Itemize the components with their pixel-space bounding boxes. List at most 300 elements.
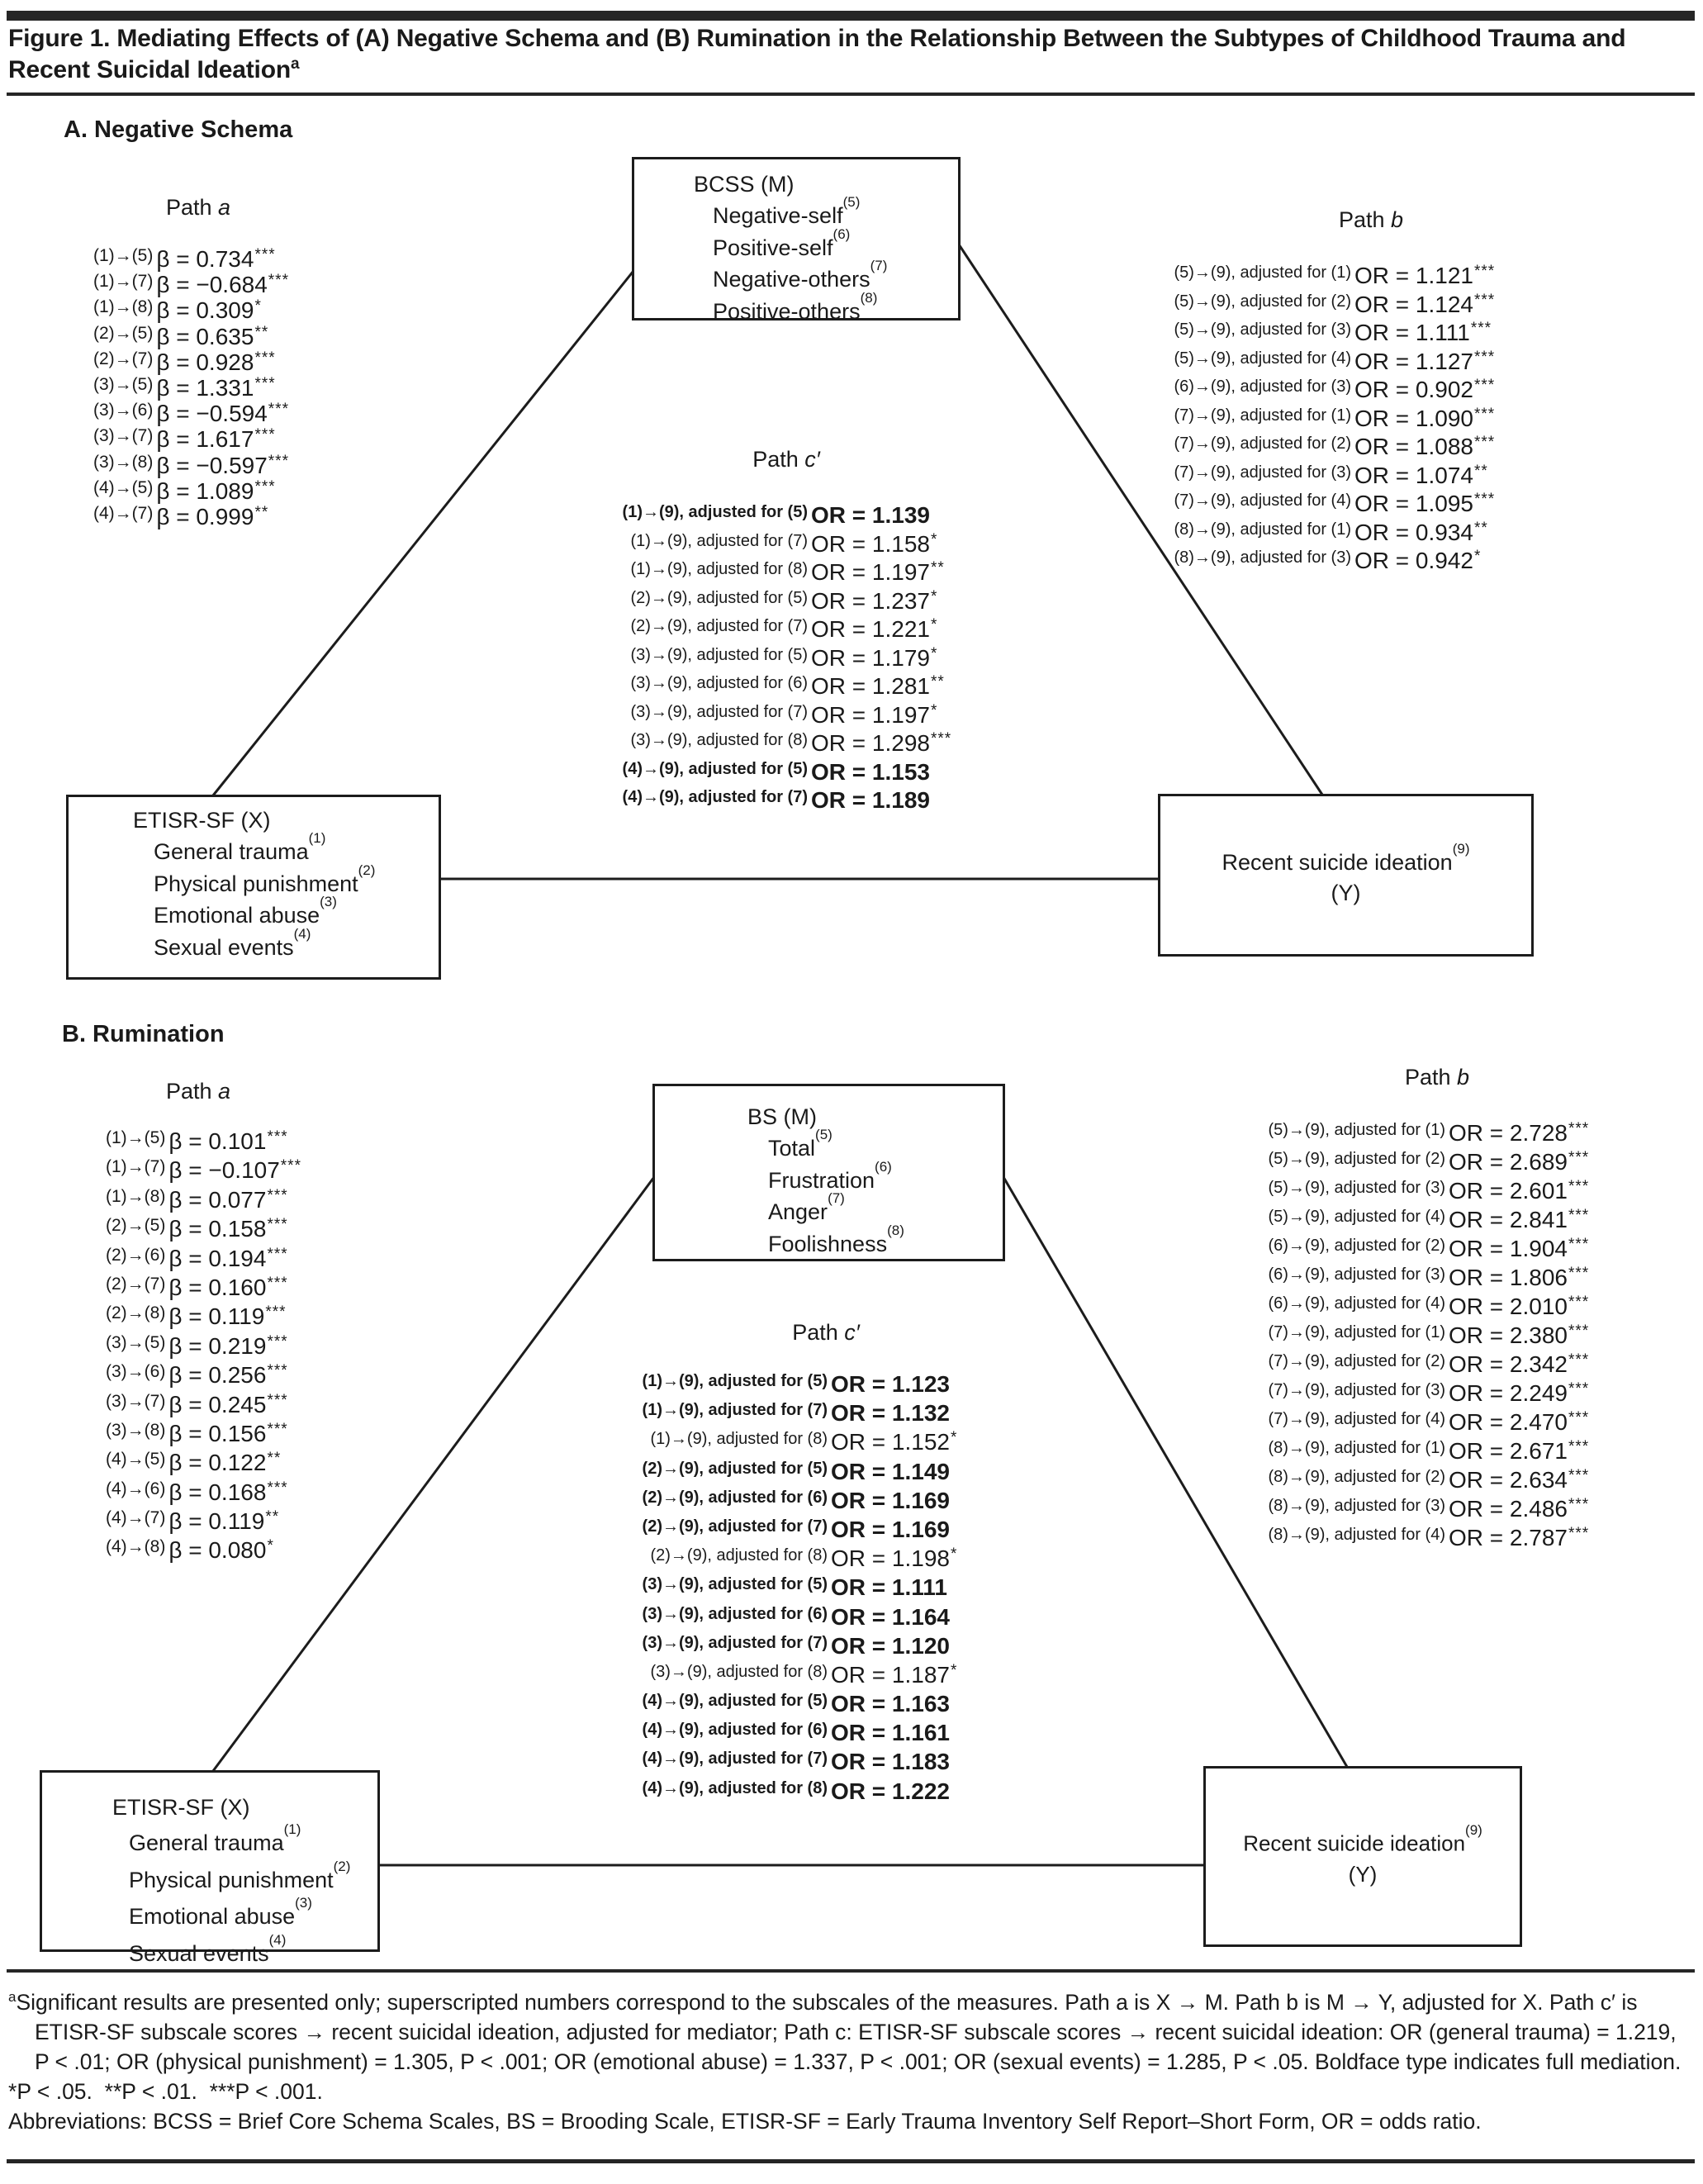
stat-path-label: (3)→(9), adjusted for (7) [630,702,808,721]
box-item-label: General trauma [129,1830,284,1855]
significance-stars: *** [267,1186,288,1204]
box-title: ETISR-SF (X) [112,1795,250,1820]
stat-row [591,1633,957,1662]
stat-row [578,531,951,560]
stat-path-label: (3)→(6) [106,1362,166,1382]
box-item-label: General trauma [154,839,309,864]
stat-row [1155,377,1495,406]
stat-row [1155,491,1495,520]
stat-value: OR = 1.197 [811,701,930,728]
outcome-sublabel: (Y) [1331,881,1361,905]
stat-path-label: (2)→(9), adjusted for (6) [642,1488,828,1507]
box-item-superscript: (4) [268,1931,287,1948]
significance-stars: *** [1473,377,1496,394]
stat-row [591,1574,957,1603]
stat-value: β = 0.999 [156,503,254,529]
stat-value: β = 0.928 [156,349,254,375]
stat-path-label: (2)→(7) [93,349,154,368]
box-title: ETISR-SF (X) [133,808,271,833]
panel-b-outcome-box [1203,1766,1522,1947]
stat-value: β = −0.597 [156,452,268,478]
stat-row [106,1275,301,1303]
outcome-label [1222,842,1470,878]
stat-path-label: (4)→(9), adjusted for (5) [642,1692,828,1711]
stat-value: OR = 2.671 [1449,1438,1568,1464]
stat-value: OR = 2.689 [1449,1149,1568,1175]
box-item-superscript: (1) [283,1821,301,1837]
stat-row [93,349,289,375]
stat-value: OR = 0.934 [1354,519,1473,545]
stat-path-label: (3)→(6) [93,401,154,420]
stat-row [1198,1525,1589,1554]
panel-b-header: B. Rumination [62,1021,225,1047]
significance-stars: * [930,616,938,634]
panel-a-outcome-box [1158,794,1534,957]
significance-stars: * [950,1429,958,1447]
stat-value: OR = 1.127 [1354,348,1473,374]
stat-value: OR = 2.841 [1449,1207,1568,1232]
stat-value: OR = 1.169 [831,1487,950,1513]
significance-stars: *** [280,1157,301,1175]
box-item-label: Foolishness [768,1232,888,1257]
stat-path-label: (7)→(9), adjusted for (2) [1174,434,1351,453]
stat-row [578,702,951,731]
stat-row [93,426,289,452]
stat-value: OR = 1.904 [1449,1236,1568,1261]
stat-value: OR = 1.164 [831,1603,950,1630]
stat-value: β = −0.684 [156,272,268,298]
stat-path-label: (4)→(9), adjusted for (8) [642,1778,828,1797]
box-item-superscript: (7) [828,1190,845,1207]
significance-stars: *** [268,272,289,290]
stat-value: OR = 1.095 [1354,491,1473,516]
stat-value: OR = 2.634 [1449,1467,1568,1493]
significance-stars: *** [1568,1207,1590,1224]
stat-value: OR = 1.222 [831,1778,950,1804]
box-item [768,1223,1003,1258]
box-item-list [634,194,958,325]
significance-stars: *** [254,349,276,367]
stat-row [106,1128,301,1157]
significance-stars: * [254,297,262,316]
significance-stars: *** [1568,1120,1590,1137]
stat-row [106,1421,301,1450]
stat-path-label: (1)→(7) [106,1157,166,1177]
stat-value: OR = 1.088 [1354,434,1473,459]
stat-value: OR = 1.139 [811,502,930,528]
stat-value: β = 0.734 [156,246,254,272]
box-item-superscript: (3) [295,1895,312,1911]
stat-row [591,1459,957,1488]
significance-stars: *** [1568,1236,1590,1253]
box-item [154,925,439,961]
significance-stars: *** [254,374,276,392]
significance-stars: ** [254,503,269,521]
stat-row [1155,263,1495,292]
stat-row [591,1517,957,1545]
stat-path-label: (4)→(6) [106,1479,166,1498]
significance-stars: *** [1568,1178,1590,1195]
box-item [713,289,958,325]
box-item-label: Total [768,1136,816,1161]
stat-row [578,787,951,816]
significance-stars: *** [1568,1294,1590,1311]
box-item-superscript: (6) [875,1158,892,1175]
panel-b-path-b-title [1354,1065,1520,1090]
significance-stars: *** [1473,434,1496,451]
stat-row [106,1392,301,1421]
stat-path-label: (5)→(9), adjusted for (3) [1268,1179,1445,1197]
panel-a-path-b-title [1288,207,1454,233]
significance-stars: ** [267,1450,282,1468]
stat-path-label: (1)→(9), adjusted for (7) [630,531,808,550]
stat-value: OR = 1.152 [831,1429,950,1455]
stat-path-label: (1)→(9), adjusted for (8) [630,560,808,578]
stat-value: OR = 1.121 [1354,263,1473,288]
significance-stars: *** [1473,348,1496,366]
box-item-superscript: (8) [860,289,878,306]
box-title: BCSS (M) [694,172,795,197]
significance-stars: *** [1470,320,1492,337]
panel-a-path-b-list [1155,263,1495,577]
significance-stars: * [267,1537,274,1555]
stat-value: OR = 2.601 [1449,1178,1568,1204]
stat-path-label: (3)→(9), adjusted for (5) [630,645,808,664]
stat-value: β = −0.594 [156,401,268,427]
stat-row [1198,1120,1589,1149]
stat-row [1155,320,1495,349]
stat-value: OR = 1.281 [811,673,930,699]
stat-row [1198,1236,1589,1265]
stat-row [106,1362,301,1391]
significance-stars: *** [265,1303,287,1322]
significance-stars: *** [254,426,276,444]
stat-value: OR = 1.187 [831,1661,950,1688]
stat-value: β = 0.194 [168,1245,267,1271]
stat-value: OR = 2.470 [1449,1409,1568,1435]
stat-path-label: (3)→(9), adjusted for (7) [642,1633,828,1652]
stat-row [106,1450,301,1479]
stat-row [578,559,951,588]
path-letter: b [1457,1065,1470,1090]
footnote-abbreviations: Abbreviations: BCSS = Brief Core Schema Scales, BS = Brooding Scale, ETISR-SF = Early Trauma Inventory Self Report–Short Form, OR = odds ratio. [8,2108,1482,2134]
box-item [768,1190,1003,1226]
stat-path-label: (4)→(5) [106,1450,166,1469]
stat-path-label: (4)→(9), adjusted for (5) [622,759,808,778]
stat-row [591,1778,957,1807]
figure-title-text: Figure 1. Mediating Effects of (A) Negative Schema and (B) Rumination in the Relationship Between the Subtypes of Childhood Trauma and Recent Suicidal Ideation [8,25,1626,84]
stat-row [106,1303,301,1332]
stat-row [106,1246,301,1275]
stat-row [578,588,951,617]
stat-path-label: (5)→(9), adjusted for (1) [1268,1121,1445,1139]
path-word: Path [165,195,212,220]
stat-value: OR = 1.163 [831,1691,950,1717]
stat-value: β = 1.089 [156,477,254,504]
box-item-superscript: (8) [887,1223,904,1239]
stat-row [106,1187,301,1216]
stat-path-label: (6)→(9), adjusted for (3) [1268,1265,1445,1284]
stat-value: β = 0.080 [168,1537,267,1564]
footnote-significance: *P < .05. **P < .01. ***P < .001. [8,2078,323,2104]
stat-row [93,478,289,504]
stat-row [93,401,289,426]
significance-stars: ** [1473,519,1488,537]
stat-row [591,1604,957,1633]
significance-stars: * [930,530,938,548]
outcome-sublabel: (Y) [1348,1861,1378,1887]
stat-path-label: (3)→(8) [93,452,154,472]
significance-stars: * [1473,548,1482,565]
stat-path-label: (2)→(5) [106,1216,166,1236]
footnote-main [8,1982,1696,2077]
box-item [154,862,439,898]
stat-value: β = 0.256 [168,1362,267,1389]
stat-value: OR = 1.169 [831,1516,950,1542]
stat-path-label: (2)→(7) [106,1274,166,1294]
stat-row [578,730,951,759]
box-item-label: Negative-others [713,267,870,292]
panel-a-header: A. Negative Schema [64,116,293,143]
box-item [129,1896,377,1933]
panel-b-path-b-list [1198,1120,1589,1554]
panel-a-path-c-title [712,447,861,472]
significance-stars: *** [254,477,276,496]
stat-row [591,1720,957,1749]
box-item-list [69,830,439,961]
stat-path-label: (8)→(9), adjusted for (3) [1268,1497,1445,1515]
significance-stars: * [950,1545,958,1564]
box-item [154,830,439,866]
stat-row [1198,1265,1589,1294]
path-word: Path [752,447,799,472]
stat-row [578,645,951,674]
stat-value: OR = 1.111 [1354,320,1470,345]
outcome-label [1243,1823,1482,1859]
stat-path-label: (2)→(9), adjusted for (8) [650,1546,828,1565]
stat-path-label: (1)→(5) [93,246,154,265]
stat-row [93,324,289,349]
stat-value: β = 0.156 [168,1420,267,1446]
box-item-superscript: (4) [293,925,311,942]
panel-a-path-c-list [578,502,951,816]
stat-path-label: (3)→(9), adjusted for (8) [630,731,808,749]
significance-stars: ** [930,673,945,691]
stat-row [106,1508,301,1537]
stat-value: β = 0.122 [168,1450,267,1476]
stat-row [106,1333,301,1362]
stat-path-label: (2)→(6) [106,1245,166,1265]
box-item-label: Anger [768,1199,828,1225]
significance-stars: *** [1473,263,1496,280]
box-item-label: Emotional abuse [129,1904,296,1929]
box-item-superscript: (2) [333,1858,351,1874]
stat-row [591,1429,957,1458]
panel-a-path-a-list [93,246,289,529]
stat-path-label: (6)→(9), adjusted for (3) [1174,377,1351,396]
stat-path-label: (6)→(9), adjusted for (4) [1268,1294,1445,1313]
stat-path-label: (4)→(7) [93,503,154,523]
stat-value: β = −0.107 [168,1157,280,1184]
stat-row [1198,1351,1589,1380]
significance-stars: *** [1568,1149,1590,1166]
box-item-label: Negative-self [713,203,843,228]
box-item [154,894,439,929]
box-item-label: Sexual events [129,1940,269,1966]
significance-stars: *** [1568,1380,1590,1398]
stat-path-label: (2)→(9), adjusted for (7) [630,617,808,635]
stat-value: OR = 1.153 [811,758,930,785]
stat-row [1198,1178,1589,1207]
path-letter: a [218,195,231,220]
significance-stars: *** [267,1420,288,1438]
stat-value: OR = 1.120 [831,1632,950,1659]
path-word: Path [792,1320,838,1345]
stat-row [1198,1496,1589,1525]
stat-value: OR = 2.342 [1449,1351,1568,1377]
path-letter: b [1391,207,1404,232]
stat-value: OR = 1.124 [1354,291,1473,317]
stat-value: β = 1.617 [156,426,254,453]
stat-row [578,616,951,645]
path-letter: a [218,1079,231,1104]
stat-row [591,1662,957,1691]
panel-b-predictor-box [40,1770,380,1966]
significance-stars: *** [1568,1322,1590,1340]
stat-row [106,1157,301,1186]
stat-row [1198,1409,1589,1438]
significance-stars: *** [1473,491,1496,508]
stat-value: β = 0.119 [168,1508,265,1535]
stat-row [591,1371,957,1400]
footnote-main-text: Significant results are presented only; superscripted numbers correspond to the subscales of the measures. Path a is X → M. Path b is M → Y, adjusted for X. Path c′ is ETISR-SF subscale scores → recent suicidal ideation, adjusted for mediator; Path c: ETISR-SF subscale scores → recent suicidal ideation: OR (general trauma) = 1.219, P < .01; OR (physical punishment) = 1.305, P < .001; OR (emotional abuse) = 1.337, P < .001; OR (sexual events) = 1.285, P < .05. Boldface type indicates full mediation. [16,1989,1682,2074]
significance-stars: *** [1568,1496,1590,1513]
stat-path-label: (5)→(9), adjusted for (4) [1268,1208,1445,1226]
stat-value: β = 0.160 [168,1274,267,1300]
stat-path-label: (5)→(9), adjusted for (1) [1174,264,1351,282]
stat-path-label: (1)→(8) [106,1186,166,1206]
significance-stars: *** [1568,1525,1590,1542]
box-item [129,1822,377,1859]
stat-path-label: (1)→(5) [106,1128,166,1147]
footnotes [8,1982,1696,2136]
significance-stars: *** [254,246,276,264]
significance-stars: *** [1568,1467,1590,1484]
panel-b-path-a-list [106,1128,301,1567]
stat-value: OR = 1.179 [811,644,930,671]
path-letter: c′ [844,1320,860,1345]
stat-path-label: (1)→(9), adjusted for (8) [650,1430,828,1449]
significance-stars: *** [1568,1351,1590,1369]
stat-path-label: (7)→(9), adjusted for (4) [1174,491,1351,510]
stat-path-label: (1)→(9), adjusted for (7) [642,1401,828,1420]
stat-path-label: (7)→(9), adjusted for (3) [1268,1381,1445,1399]
significance-stars: *** [267,1274,288,1292]
stat-path-label: (3)→(5) [93,374,154,394]
stat-value: β = 0.077 [168,1186,267,1213]
stat-row [93,272,289,297]
significance-stars: ** [265,1508,280,1526]
significance-stars: *** [1568,1409,1590,1427]
significance-stars: *** [267,1245,288,1263]
outcome-label-text: Recent suicide ideation [1222,850,1453,875]
stat-row [1198,1438,1589,1467]
stat-value: OR = 1.237 [811,587,930,614]
stat-row [93,453,289,478]
significance-stars: *** [1568,1438,1590,1455]
stat-path-label: (8)→(9), adjusted for (2) [1268,1468,1445,1486]
stat-row [93,375,289,401]
stat-value: OR = 1.149 [831,1458,950,1484]
path-word: Path [1338,207,1385,232]
box-item-label: Frustration [768,1167,875,1193]
stat-value: OR = 0.942 [1354,548,1473,573]
significance-stars: *** [267,1332,288,1351]
stat-value: β = 0.635 [156,323,254,349]
box-item [768,1158,1003,1194]
stat-path-label: (5)→(9), adjusted for (3) [1174,320,1351,339]
box-item-superscript: (5) [815,1127,833,1142]
box-title: BS (M) [747,1104,817,1129]
stat-value: β = 0.309 [156,297,254,324]
stat-path-label: (3)→(9), adjusted for (8) [650,1662,828,1681]
box-item-superscript: (5) [842,194,861,210]
panel-b-path-a-title [116,1079,281,1104]
stat-row [1155,463,1495,491]
box-item-superscript: (6) [833,226,851,242]
stat-row [106,1479,301,1508]
stat-value: OR = 1.221 [811,616,930,642]
significance-stars: *** [267,1362,288,1380]
stat-value: OR = 2.486 [1449,1496,1568,1522]
stat-row [1155,292,1495,320]
stat-path-label: (2)→(5) [93,323,154,343]
outcome-superscript: (9) [1452,841,1470,857]
stat-path-label: (7)→(9), adjusted for (2) [1268,1352,1445,1370]
box-item-label: Positive-others [713,298,861,324]
box-item [129,1859,377,1897]
stat-path-label: (3)→(8) [106,1420,166,1440]
stat-path-label: (2)→(9), adjusted for (7) [642,1517,828,1536]
significance-stars: *** [1473,291,1496,309]
stat-value: OR = 1.198 [831,1545,950,1572]
stat-path-label: (4)→(9), adjusted for (7) [642,1750,828,1769]
significance-stars: *** [267,1479,288,1497]
panel-b-path-c-title [743,1320,908,1346]
path-letter: c′ [804,447,820,472]
box-item-label: Positive-self [713,235,833,260]
stat-path-label: (3)→(9), adjusted for (6) [630,674,808,692]
stat-path-label: (7)→(9), adjusted for (3) [1174,463,1351,482]
box-item [129,1933,377,1970]
stat-value: β = 0.219 [168,1332,267,1359]
significance-stars: ** [930,559,945,577]
stat-row [1155,349,1495,377]
stat-value: OR = 1.090 [1354,405,1473,431]
stat-path-label: (3)→(7) [93,426,154,446]
stat-value: OR = 1.111 [831,1574,947,1601]
stat-value: OR = 2.010 [1449,1294,1568,1319]
stat-path-label: (8)→(9), adjusted for (4) [1268,1526,1445,1544]
stat-row [591,1400,957,1429]
stat-row [1198,1294,1589,1322]
stat-value: β = 0.245 [168,1391,267,1417]
outcome-label-text: Recent suicide ideation [1243,1830,1466,1856]
stat-row [591,1545,957,1574]
stat-path-label: (3)→(9), adjusted for (6) [642,1604,828,1623]
stat-row [1198,1467,1589,1496]
stat-row [1155,520,1495,548]
